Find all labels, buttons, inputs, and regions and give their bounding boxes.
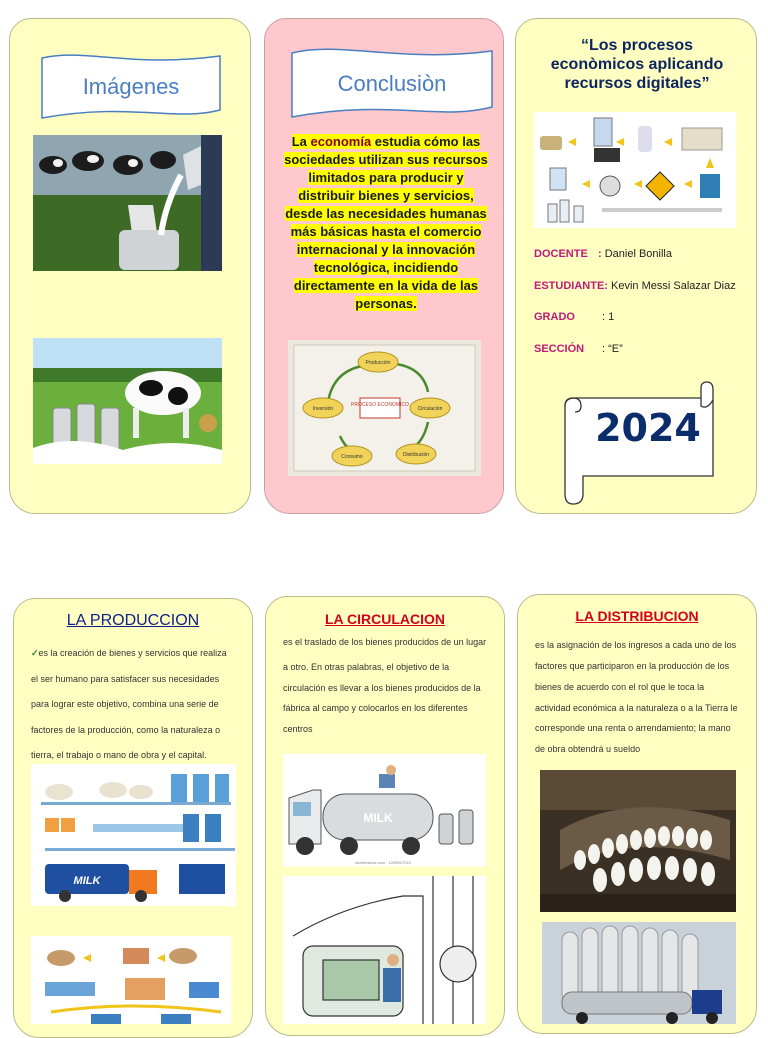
leaf-icon: ✓: [31, 648, 39, 658]
produccion-line-3: para lograr este objetivo, combina una serie de: [31, 699, 219, 709]
grado-row: [534, 311, 614, 323]
grado-value: 1: [608, 311, 615, 323]
circulacion-line-5: centros: [283, 723, 313, 734]
cover-title: “Los procesos econòmicos aplicando recursos digitales”: [550, 37, 724, 92]
circulacion-line-4: fábrica al campo y colocarlos en los diferentes: [283, 703, 468, 713]
tanker-loading-image: [283, 876, 486, 1024]
distribucion-title: LA DISTRIBUCION: [575, 608, 699, 624]
produccion-line-2: el ser humano para satisfacer sus necesidades: [31, 673, 220, 684]
distribucion-text: [535, 635, 741, 760]
diagram-center-label: PROCESO ECONOMICO: [351, 402, 409, 408]
diagram-node-produccion: Producción: [365, 360, 391, 366]
docente-row: [534, 248, 672, 260]
cow-milk-cans-image: [33, 338, 222, 464]
estudiante-value: Kevin Messi Salazar Diaz: [611, 280, 736, 292]
docente-label: DOCENTE: [534, 248, 588, 260]
seccion-colon: :: [602, 343, 609, 355]
grado-colon: :: [602, 311, 609, 323]
conclusion-title: Conclusiòn: [337, 71, 447, 96]
distribucion-line-1: es la asignación de los ingresos a cada uno de los: [535, 640, 737, 650]
produccion-line-5: tierra, el trabajo o mano de obra y el capital.: [31, 750, 207, 760]
diagram-node-consumo: Consumo: [341, 454, 363, 460]
estudiante-label: ESTUDIANTE:: [534, 280, 608, 292]
milk-bottling-line-image: [540, 770, 736, 912]
conclusion-text-keyword: economía: [310, 134, 372, 149]
docente-value: Daniel Bonilla: [604, 248, 672, 260]
milk-factory-image: [31, 764, 236, 906]
produccion-truck-label: MILK: [73, 875, 101, 887]
circulacion-text: [283, 637, 489, 739]
circulacion-title: LA CIRCULACION: [324, 611, 446, 627]
docente-colon: :: [598, 248, 602, 260]
distribucion-line-6: de obra obtendrá u sueldo: [535, 744, 641, 754]
produccion-text: [31, 641, 237, 769]
conclusion-text-lead: La: [291, 134, 311, 149]
distribucion-line-3: bienes de acuerdo con el rol que le toca la: [535, 682, 705, 692]
diagram-node-inversion: Inversión: [312, 406, 334, 412]
seccion-value: “E”: [608, 343, 623, 355]
dairy-flow-image: [31, 936, 231, 1024]
year-scroll: [561, 380, 717, 506]
grado-label: GRADO: [534, 311, 575, 323]
conclusion-banner: [290, 45, 494, 121]
estudiante-row: [534, 280, 736, 292]
diagram-node-distribucion: Distribución: [402, 452, 430, 458]
dairy-process-image: [534, 112, 736, 228]
produccion-line-1: es la creación de bienes y servicios que realiza: [38, 648, 227, 658]
produccion-title: LA PRODUCCION: [66, 612, 200, 629]
circulacion-tank-label: MILK: [363, 811, 393, 825]
distribucion-line-5: corresponde una renta o arrendamiento; la mano: [535, 723, 731, 733]
conclusion-text-rest: estudia cómo las sociedades utilizan sus recursos limitados para producir y distribuir bienes y servicios, desde las necesidades humanas más básicas hasta el comercio internacional y la innovación tecnológica, incidiendo directamente en la vida de las personas.: [284, 134, 488, 311]
distribucion-line-4: actividad económica a la naturaleza o a la Tierra le: [535, 703, 738, 713]
year-text: 2024: [595, 406, 701, 450]
diagram-node-circulacion: Circulación: [417, 406, 443, 412]
economic-process-diagram: [288, 340, 481, 476]
milk-tanks-truck-image: [542, 922, 736, 1024]
images-banner: [40, 52, 222, 122]
conclusion-text: [284, 133, 488, 313]
milk-pouring-image: [33, 135, 222, 271]
circulacion-line-1: es el traslado de los bienes producidos de un lugar: [283, 637, 487, 647]
produccion-line-4: factores de la producción, como la naturaleza o: [31, 724, 221, 735]
seccion-label: SECCIÓN: [534, 343, 585, 355]
milk-tanker-truck-image: [283, 754, 486, 867]
circulacion-line-2: a otro. En otras palabras, el objetivo de la: [283, 662, 450, 672]
circulacion-line-3: circulación es llevar a los bienes producidos de la: [283, 682, 481, 693]
images-title: Imágenes: [82, 74, 180, 99]
seccion-row: [534, 343, 623, 355]
distribucion-line-2: factores que participaron en la producción de los: [535, 661, 730, 671]
image-credit: shutterstock.com · 1285907023: [354, 860, 412, 865]
